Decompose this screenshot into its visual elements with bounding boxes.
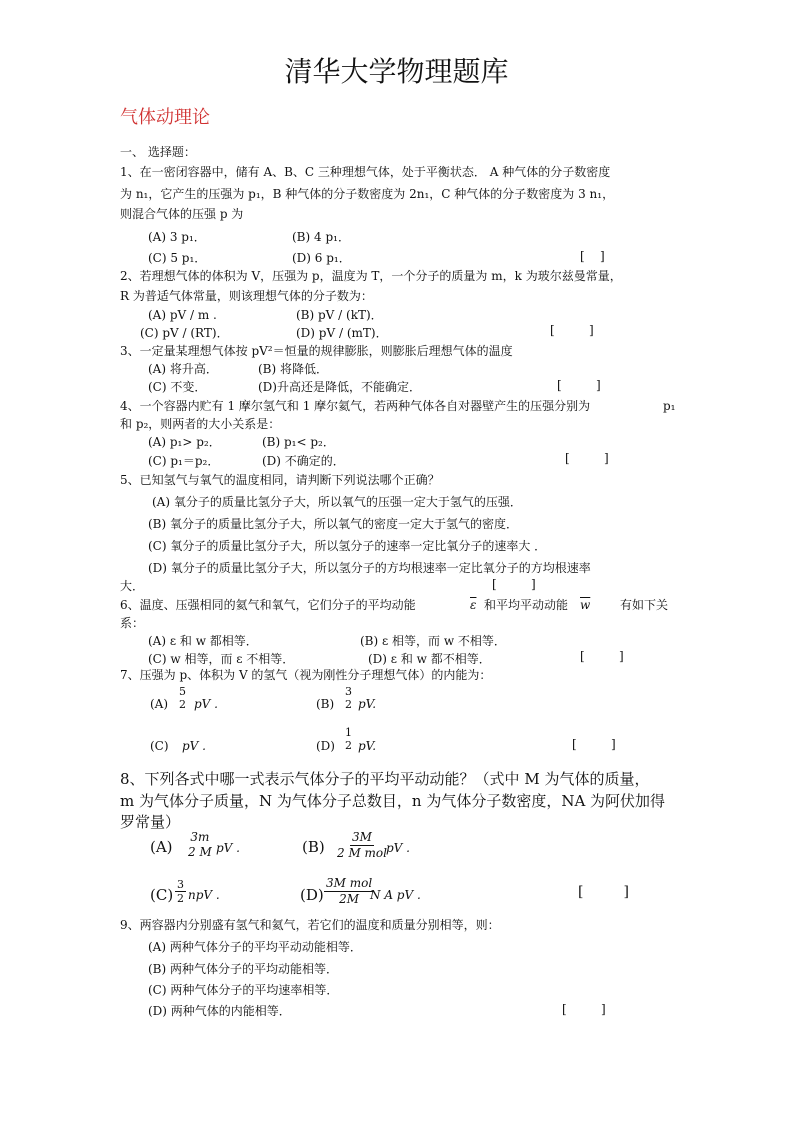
question-text: 2、若理想气体的体积为 V，压强为 p，温度为 T，一个分子的质量为 m，k 为玻尔兹曼常量， — [120, 269, 622, 283]
fraction-numerator: 1 — [345, 726, 352, 739]
answer-bracket[interactable]: [ ] — [572, 737, 616, 751]
option-a[interactable]: (A) 氧分子的质量比氢分子大，所以氧气的压强一定大于氢气的压强． — [152, 495, 522, 509]
fraction-denominator: 2 — [345, 739, 352, 752]
fraction-numerator: 3m — [190, 830, 210, 844]
answer-bracket[interactable]: [ ] — [580, 249, 605, 263]
option-a[interactable]: (A) 将升高． — [148, 362, 218, 376]
option-b[interactable]: (B) p₁< p₂． — [262, 435, 335, 449]
question-text: 6、温度、压强相同的氦气和氧气，它们分子的平均动能 — [120, 598, 416, 612]
option-d-expression: pV. — [358, 739, 377, 753]
question-text: 9、两容器内分别盛有氢气和氦气，若它们的温度和质量分别相等，则： — [120, 918, 500, 932]
question-text: m 为气体分子质量，N 为气体分子总数目，n 为气体分子数密度，NA 为阿伏加得 — [120, 792, 666, 810]
question-text: 系： — [120, 616, 145, 630]
option-d[interactable]: (D) ε 和 w 都不相等． — [368, 652, 491, 666]
fraction-numerator: 3M mol — [326, 876, 373, 890]
fraction-numerator: 3M — [352, 830, 372, 844]
answer-bracket[interactable]: [ ] — [550, 323, 594, 337]
fraction-numerator: 3 — [177, 878, 184, 891]
option-c[interactable]: (C) 两种气体分子的平均速率相等． — [148, 983, 339, 997]
question-text: 8、下列各式中哪一式表示气体分子的平均平动动能？（式中 M 为气体的质量， — [120, 770, 650, 788]
option-a-label[interactable]: (A) — [150, 697, 169, 711]
fraction — [335, 830, 389, 861]
fraction — [324, 876, 374, 907]
question-text: 4、一个容器内贮有 1 摩尔氢气和 1 摩尔氦气，若两种气体各自对器壁产生的压强分别为 — [120, 399, 591, 413]
option-d[interactable]: (D) pV / (mT)． — [296, 326, 388, 340]
option-d[interactable]: (D) 6 p₁． — [292, 251, 351, 265]
option-b[interactable]: (B) 两种气体分子的平均动能相等． — [148, 962, 338, 976]
option-a[interactable]: (A) p₁> p₂． — [148, 435, 221, 449]
option-c[interactable]: (C) pV / (RT)． — [140, 326, 229, 340]
option-c[interactable]: (C) 氧分子的质量比氢分子大，所以氢分子的速率一定比氧分子的速率大 ． — [148, 539, 547, 553]
fraction — [186, 830, 214, 860]
option-b[interactable]: (B) pV / (kT)． — [296, 308, 383, 322]
option-b[interactable]: (B) 将降低． — [258, 362, 328, 376]
fraction-denominator: 2 — [179, 698, 186, 711]
question-text: 大． — [120, 579, 145, 593]
fraction — [177, 685, 188, 711]
option-b-label[interactable]: (B) — [316, 697, 335, 711]
answer-bracket[interactable]: [ ] — [580, 649, 624, 663]
fraction — [343, 685, 354, 711]
question-text: 有如下关 — [620, 598, 669, 612]
question-text: 7、压强为 p、体积为 V 的氢气（视为刚性分子理想气体）的内能为： — [120, 668, 492, 682]
option-d[interactable]: (D) 氧分子的质量比氢分子大，所以氢分子的方均根速率一定比氧分子的方均根速率 — [148, 561, 591, 575]
option-d-label[interactable]: (D) — [316, 739, 335, 753]
option-a-expression: pV . — [216, 841, 240, 855]
option-a[interactable]: (A) ε 和 w 都相等． — [148, 634, 258, 648]
option-c-label[interactable]: (C) — [150, 739, 169, 753]
fraction-denominator: 2 — [345, 698, 352, 711]
option-d[interactable]: (D) 两种气体的内能相等． — [148, 1004, 291, 1018]
option-c-expression: pV . — [182, 739, 206, 753]
option-c[interactable]: (C) p₁＝p₂． — [148, 454, 220, 468]
option-b-expression: pV. — [358, 697, 377, 711]
question-text: 罗常量） — [120, 813, 181, 831]
option-c-label[interactable]: (C) — [150, 886, 174, 904]
option-a-expression: pV . — [194, 697, 218, 711]
option-c[interactable]: (C) 不变． — [148, 380, 207, 394]
fraction-numerator: 3 — [345, 685, 352, 698]
question-text: 1、在一密闭容器中，储有 A、B、C 三种理想气体，处于平衡状态． A 种气体的分子数密度 — [120, 165, 611, 179]
fraction-numerator: 5 — [179, 685, 186, 698]
option-c[interactable]: (C) w 相等，而 ε 不相等． — [148, 652, 295, 666]
question-text: 为 n₁，它产生的压强为 p₁，B 种气体的分子数密度为 2n₁，C 种气体的分子数密度为 3 n₁， — [120, 187, 615, 201]
option-d[interactable]: (D) 不确定的． — [262, 454, 345, 468]
question-text: 5、已知氢气与氧气的温度相同，请判断下列说法哪个正确？ — [120, 473, 440, 487]
option-a[interactable]: (A) 3 p₁． — [148, 230, 206, 244]
section-title: 气体动理论 — [120, 107, 210, 128]
option-c-expression: npV . — [188, 888, 220, 902]
question-text: R 为普适气体常量，则该理想气体的分子数为： — [120, 289, 373, 303]
option-a-label[interactable]: (A) — [150, 838, 173, 856]
page-title: 清华大学物理题库 — [284, 55, 509, 88]
question-text: 则混合气体的压强 p 为 — [120, 207, 244, 221]
question-text: 和平均平动动能 — [484, 598, 569, 612]
option-d-label[interactable]: (D) — [300, 886, 324, 904]
fraction-denominator: 2 M — [188, 845, 212, 859]
answer-bracket[interactable]: [ ] — [557, 378, 601, 392]
fraction — [175, 878, 186, 905]
option-b[interactable]: (B) 氧分子的质量比氢分子大，所以氧气的密度一定大于氢气的密度． — [148, 517, 518, 531]
part-label: 一、 选择题： — [120, 145, 196, 159]
fraction-denominator: 2 M mol — [337, 846, 387, 860]
fraction-denominator: 2M — [339, 892, 360, 906]
option-d[interactable]: (D)升高还是降低，不能确定． — [258, 380, 421, 394]
answer-bracket[interactable]: [ ] — [492, 577, 536, 591]
option-a[interactable]: (A) pV / m . — [148, 308, 217, 322]
epsilon-bar-symbol: $\overline{\varepsilon}$ — [470, 598, 477, 612]
question-text: p₁ — [663, 399, 676, 413]
question-text: 3、一定量某理想气体按 pV²＝恒量的规律膨胀，则膨胀后理想气体的温度 — [120, 344, 513, 358]
option-b-expression: pV . — [386, 841, 410, 855]
option-b[interactable]: (B) ε 相等，而 w 不相等． — [360, 634, 506, 648]
option-c[interactable]: (C) 5 p₁． — [148, 251, 207, 265]
answer-bracket[interactable]: [ ] — [578, 884, 629, 900]
option-b-label[interactable]: (B) — [302, 838, 325, 856]
option-b[interactable]: (B) 4 p₁． — [292, 230, 350, 244]
question-text: 和 p₂，则两者的大小关系是： — [120, 417, 281, 431]
option-d-expression: N A pV . — [370, 888, 421, 902]
w-bar-symbol: $\overline{w}$ — [580, 598, 591, 612]
fraction — [343, 726, 354, 752]
answer-bracket[interactable]: [ ] — [562, 1002, 606, 1016]
option-a[interactable]: (A) 两种气体分子的平均平动动能相等． — [148, 940, 362, 954]
fraction-denominator: 2 — [177, 892, 184, 905]
answer-bracket[interactable]: [ ] — [565, 451, 609, 465]
